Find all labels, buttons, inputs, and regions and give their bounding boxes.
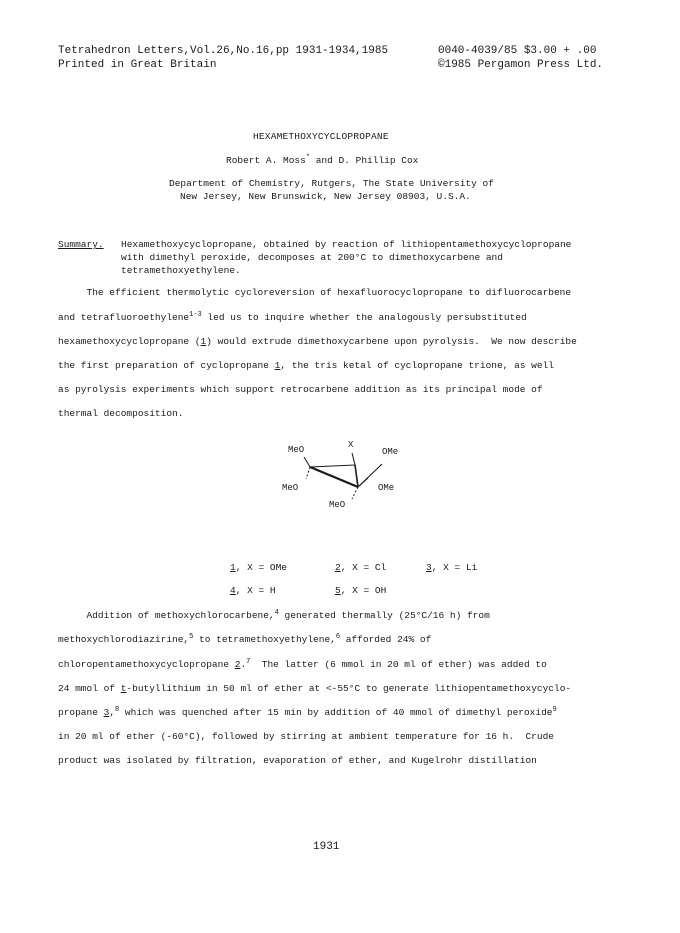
para1-line-6: thermal decomposition. [58, 408, 184, 419]
para1-line-1: The efficient thermolytic cycloreversion of hexafluorocyclopropane to difluorocarbene [58, 287, 572, 298]
bond-x [352, 453, 355, 465]
label-meo-top-left: MeO [288, 445, 305, 455]
compound-5 [335, 584, 386, 598]
compound-def: , X = Cl [340, 562, 387, 573]
para1-line-3 [58, 329, 577, 354]
bond-meo-top-left [304, 457, 310, 467]
text: the first preparation of cyclopropane [58, 360, 275, 371]
printed-in: Printed in Great Britain [58, 59, 217, 71]
tert-prefix: t [120, 683, 127, 694]
summary-line-3: tetramethoxyethylene. [121, 265, 241, 276]
citation-sup: 5 [189, 633, 194, 641]
bond-meo-mid-left [306, 467, 310, 479]
label-x: X [348, 440, 354, 450]
compound-def: , X = Li [431, 562, 478, 573]
text: propane [58, 707, 104, 718]
bond-meo-bottom [352, 487, 358, 499]
compound-ref: 2 [234, 659, 241, 670]
page-number: 1931 [313, 841, 340, 853]
compound-def: , X = OH [340, 585, 387, 596]
text: methoxychlorodiazirine, [58, 634, 190, 645]
affiliation-line-2: New Jersey, New Brunswick, New Jersey 08903, U.S.A. [180, 191, 471, 202]
para2-line-7: product was isolated by filtration, evaporation of ether, and Kugelrohr distillation [58, 755, 537, 766]
compound-2 [335, 561, 386, 575]
compound-4 [230, 584, 276, 598]
compound-def: , X = H [235, 585, 276, 596]
citation-sup: 9 [552, 706, 557, 714]
compound-number: 4 [230, 585, 236, 596]
label-ome-mid-right: OMe [378, 483, 395, 493]
para1-line-2 [58, 305, 527, 330]
text: hexamethoxycyclopropane ( [58, 336, 201, 347]
authors [226, 154, 418, 168]
cyclopropane-structure [270, 437, 420, 517]
affiliation-line-1: Department of Chemistry, Rutgers, The State University of [169, 178, 494, 189]
article-title: HEXAMETHOXYCYCLOPROPANE [253, 131, 389, 142]
citation-sup: 6 [335, 633, 341, 641]
citation-sup: 4 [274, 609, 279, 617]
corresponding-mark: * [305, 154, 311, 162]
compound-1 [230, 561, 287, 575]
para2-line-5 [58, 700, 557, 725]
text: led us to inquire whether the analogously persubstituted [201, 312, 527, 323]
summary-line-1: Hexamethoxycyclopropane, obtained by reaction of lithiopentamethoxycyclopropane [121, 239, 572, 250]
text: ) would extrude dimethoxycarbene upon pyrolysis. We now describe [206, 336, 577, 347]
text: and tetrafluoroethylene [58, 312, 190, 323]
text: which was quenched after 15 min by addition of 40 mmol of dimethyl peroxide [119, 707, 553, 718]
para2-line-6: in 20 ml of ether (-60°C), followed by stirring at ambient temperature for 16 h. Crude [58, 731, 554, 742]
compound-3 [426, 561, 477, 575]
citation-sup: 7 [246, 658, 251, 666]
compound-ref: 1 [274, 360, 281, 371]
text: afforded 24% of [340, 634, 432, 645]
para2-line-2 [58, 627, 431, 652]
compound-number: 3 [426, 562, 432, 573]
text: The latter (6 mmol in 20 ml of ether) was added to [250, 659, 547, 670]
label-meo-mid-left: MeO [282, 483, 299, 493]
citation-sup: 8 [115, 706, 120, 714]
bond-ome-mid-right [358, 478, 368, 487]
text: chloropentamethoxycyclopropane [58, 659, 235, 670]
label-ome-top-right: OMe [382, 447, 399, 457]
author-2: and D. Phillip Cox [310, 155, 419, 166]
para2-line-4 [58, 676, 571, 701]
text: , the tris ketal of cyclopropane trione, as well [280, 360, 554, 371]
ring-bond-right [355, 465, 358, 487]
label-meo-bottom: MeO [329, 500, 346, 510]
compound-number: 1 [230, 562, 236, 573]
summary-line-2: with dimethyl peroxide, decomposes at 200°C to dimethoxycarbene and [121, 252, 503, 263]
text: generated thermally (25°C/16 h) from [278, 610, 490, 621]
issn-price: 0040-4039/85 $3.00 + .00 [438, 45, 597, 57]
text: to tetramethoxyethylene, [193, 634, 336, 645]
text: . [240, 659, 247, 670]
para1-line-5: as pyrolysis experiments which support retrocarbene addition as its principal mode of [58, 384, 543, 395]
compound-ref: 1 [200, 336, 207, 347]
compound-def: , X = OMe [235, 562, 288, 573]
text: , [109, 707, 116, 718]
text: Addition of methoxychlorocarbene, [58, 610, 275, 621]
ring-bond-top [310, 465, 355, 467]
text: 24 mmol of [58, 683, 121, 694]
author-1: Robert A. Moss [226, 155, 306, 166]
citation-sup: 1-3 [189, 311, 202, 319]
para2-line-1 [58, 603, 490, 628]
text: -butyllithium in 50 ml of ether at <-55°C to generate lithiopentamethoxycyclo- [126, 683, 572, 694]
summary-label: Summary. [58, 239, 104, 250]
compound-number: 5 [335, 585, 341, 596]
compound-ref: 3 [103, 707, 110, 718]
compound-number: 2 [335, 562, 341, 573]
para1-line-4 [58, 353, 554, 378]
journal-citation: Tetrahedron Letters,Vol.26,No.16,pp 1931-1934,1985 [58, 45, 389, 57]
copyright: ©1985 Pergamon Press Ltd. [438, 59, 604, 71]
ring-bond-front-left [310, 467, 358, 487]
para2-line-3 [58, 652, 547, 677]
